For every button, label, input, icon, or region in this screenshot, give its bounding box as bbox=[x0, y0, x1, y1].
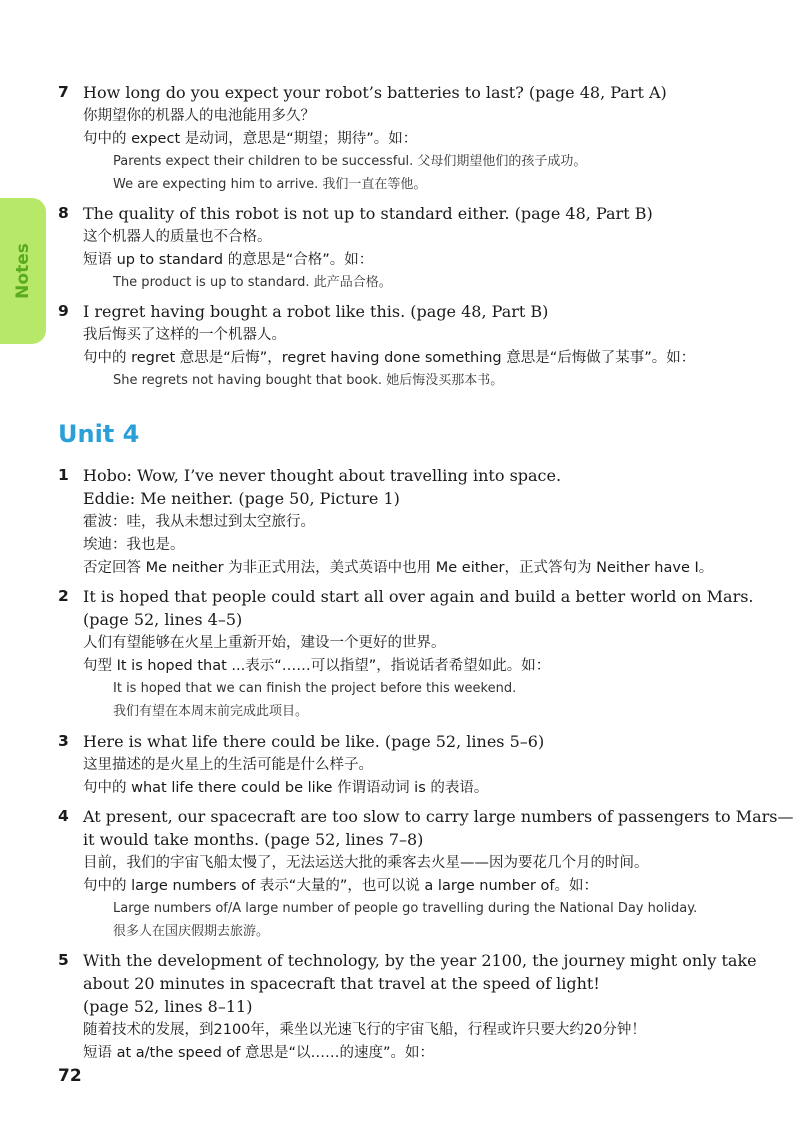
example-sentence: 我们有望在本周末前完成此项目。 bbox=[113, 704, 309, 719]
chinese-text: 人们有望能够在火星上重新开始，建设一个更好的世界。 bbox=[83, 635, 446, 651]
page-number: 72 bbox=[58, 1066, 82, 1086]
example-sentence: The product is up to standard. 此产品合格。 bbox=[113, 275, 392, 290]
chinese-text: 句中的 what life there could be like 作谓语动词 is 的表语。 bbox=[83, 780, 489, 796]
chinese-text: 这里描述的是火星上的生活可能是什么样子。 bbox=[83, 757, 373, 773]
english-text: Eddie: Me neither. (page 50, Picture 1) bbox=[83, 489, 400, 508]
note-number: 1 bbox=[58, 466, 69, 484]
english-text: it would take months. (page 52, lines 7–8) bbox=[83, 830, 424, 849]
chinese-text: 埃迪：我也是。 bbox=[83, 537, 185, 553]
example-sentence: Parents expect their children to be successful. 父母们期望他们的孩子成功。 bbox=[113, 154, 587, 169]
note-number: 5 bbox=[58, 951, 69, 969]
example-sentence: It is hoped that we can finish the project before this weekend. bbox=[113, 681, 517, 696]
note-number: 4 bbox=[58, 807, 69, 825]
chinese-text: 你期望你的机器人的电池能用多久？ bbox=[83, 108, 315, 124]
note-number: 3 bbox=[58, 732, 69, 750]
english-text: At present, our spacecraft are too slow to carry large numbers of passengers to Mars— bbox=[83, 807, 794, 826]
example-sentence: Large numbers of/A large number of people go travelling during the National Day holiday. bbox=[113, 901, 698, 916]
english-text: How long do you expect your robot’s batteries to last? (page 48, Part A) bbox=[83, 83, 667, 102]
english-text: about 20 minutes in spacecraft that travel at the speed of light! bbox=[83, 974, 600, 993]
chinese-text: 这个机器人的质量也不合格。 bbox=[83, 229, 272, 245]
chinese-text: 目前，我们的宇宙飞船太慢了，无法运送大批的乘客去火星——因为要花几个月的时间。 bbox=[83, 855, 649, 871]
example-sentence: 很多人在国庆假期去旅游。 bbox=[113, 924, 270, 939]
unit-heading: Unit 4 bbox=[58, 420, 140, 448]
english-text: It is hoped that people could start all over again and build a better world on Mars. bbox=[83, 587, 754, 606]
chinese-text: 否定回答 Me neither 为非正式用法，美式英语中也用 Me either，正式答句为 Neither have I。 bbox=[83, 560, 714, 576]
english-text: (page 52, lines 8–11) bbox=[83, 997, 253, 1016]
chinese-text: 短语 at a/the speed of 意思是“以……的速度”。如： bbox=[83, 1045, 434, 1061]
english-text: With the development of technology, by the year 2100, the journey might only take bbox=[83, 951, 757, 970]
chinese-text: 句中的 large numbers of 表示“大量的”，也可以说 a large number of。如： bbox=[83, 878, 598, 894]
note-number: 9 bbox=[58, 302, 69, 320]
note-number: 2 bbox=[58, 587, 69, 605]
chinese-text: 句中的 regret 意思是“后悔”，regret having done something 意思是“后悔做了某事”。如： bbox=[83, 350, 696, 366]
chinese-text: 句中的 expect 是动词，意思是“期望；期待”。如： bbox=[83, 131, 418, 147]
chinese-text: 我后悔买了这样的一个机器人。 bbox=[83, 327, 286, 343]
chinese-text: 随着技术的发展，到2100年，乘坐以光速飞行的宇宙飞船，行程或许只要大约20分钟！ bbox=[83, 1022, 646, 1038]
english-text: (page 52, lines 4–5) bbox=[83, 610, 243, 629]
example-sentence: We are expecting him to arrive. 我们一直在等他。 bbox=[113, 177, 427, 192]
english-text: Hobo: Wow, I’ve never thought about travelling into space. bbox=[83, 466, 562, 485]
english-text: I regret having bought a robot like this. (page 48, Part B) bbox=[83, 302, 549, 321]
example-sentence: She regrets not having bought that book. 她后悔没买那本书。 bbox=[113, 373, 504, 388]
english-text: Here is what life there could be like. (page 52, lines 5–6) bbox=[83, 732, 545, 751]
notes-side-tab-label: Notes bbox=[13, 243, 33, 299]
note-number: 7 bbox=[58, 83, 69, 101]
chinese-text: 句型 It is hoped that ...表示“……可以指望”，指说话者希望如此。如： bbox=[83, 658, 551, 674]
notes-side-tab bbox=[0, 198, 46, 344]
note-number: 8 bbox=[58, 204, 69, 222]
english-text: The quality of this robot is not up to standard either. (page 48, Part B) bbox=[83, 204, 653, 223]
chinese-text: 短语 up to standard 的意思是“合格”。如： bbox=[83, 252, 374, 268]
chinese-text: 霍波：哇，我从未想过到太空旅行。 bbox=[83, 514, 315, 530]
